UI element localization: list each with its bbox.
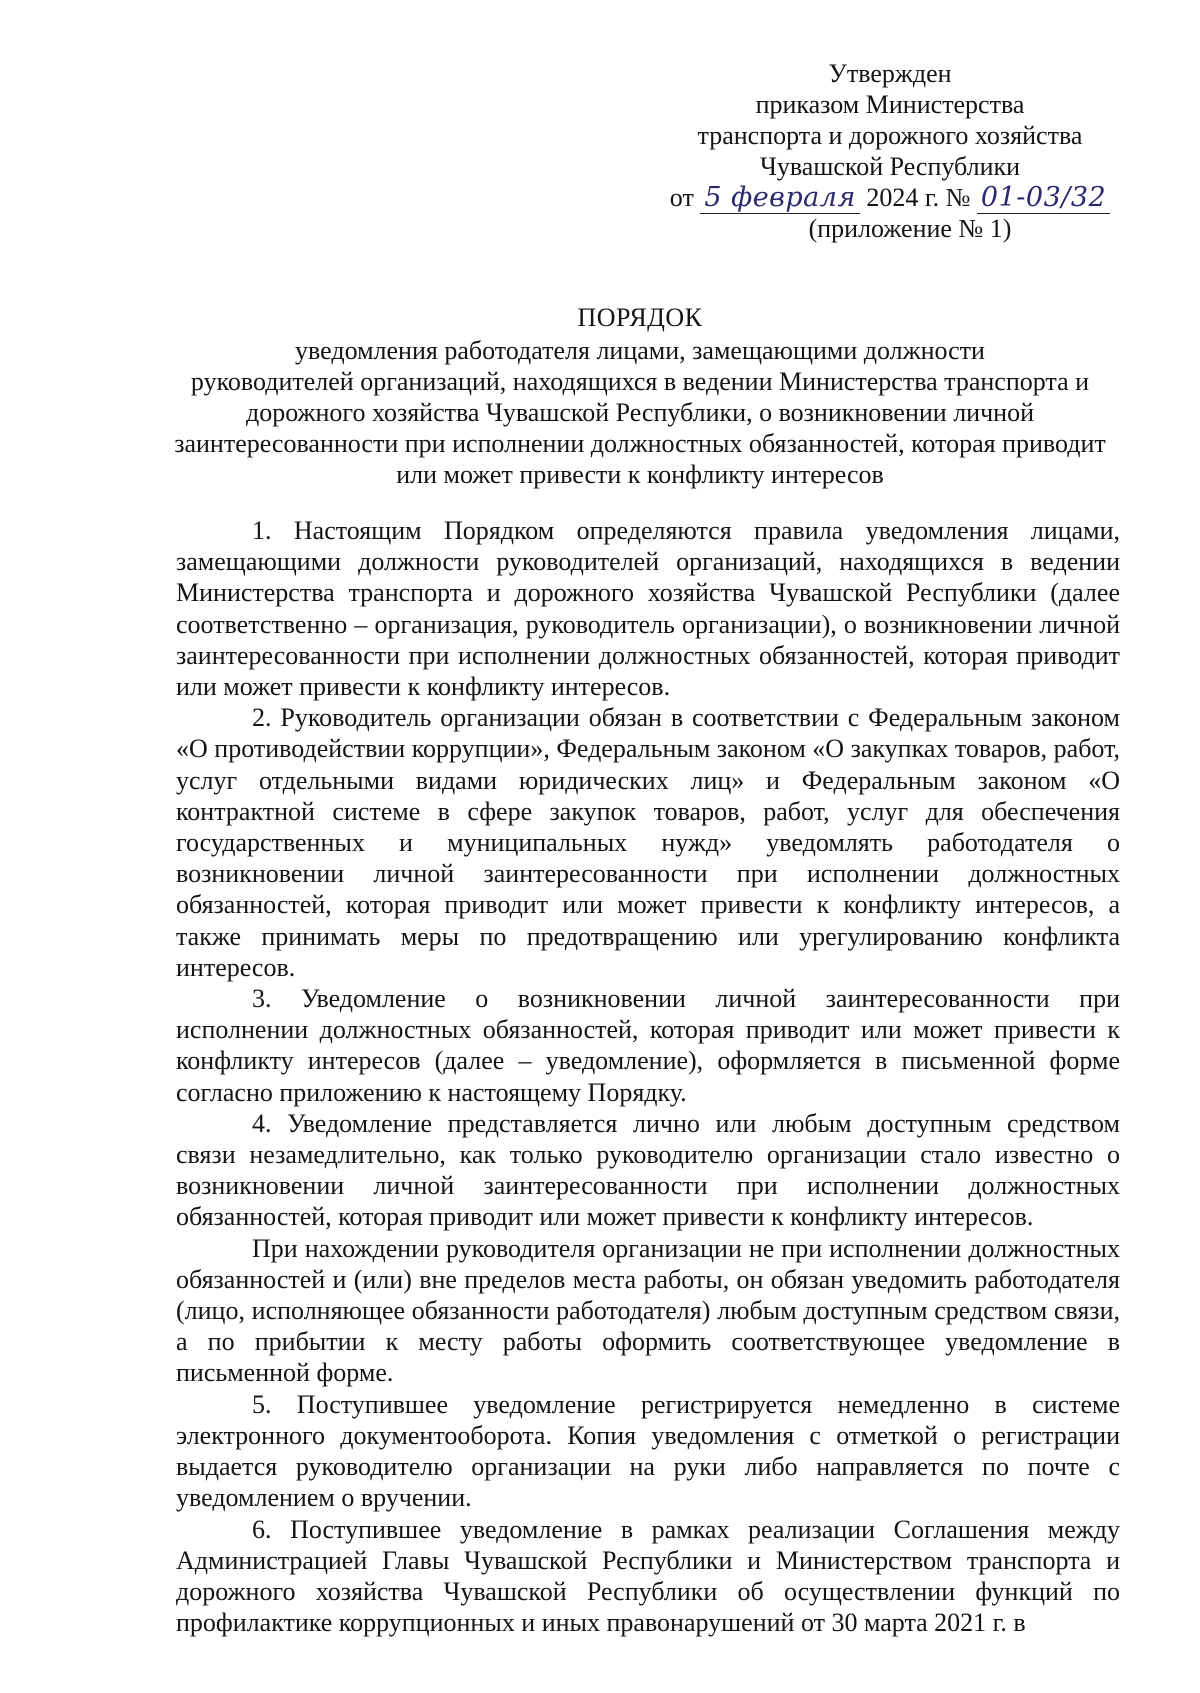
handwritten-date: 5 февраля xyxy=(700,182,860,214)
approval-line-1: Утвержден xyxy=(828,59,952,88)
title-heading: ПОРЯДОК xyxy=(577,303,703,332)
paragraph-5: 5. Поступившее уведомление регистрируется немедленно в системе электронного документооборота. Копия уведомления с отметкой о регистрации выдается руководителю организации на руки либо направляется по почте с уведомлением о вручении. xyxy=(176,1389,1120,1513)
title-subtitle-line: заинтересованности при исполнении должностных обязанностей, которая приводит xyxy=(174,429,1106,458)
approval-stamp xyxy=(640,58,1140,244)
approval-line-4: Чувашской Республики xyxy=(759,152,1021,181)
title-subtitle-line: уведомления работодателя лицами, замещающими должности xyxy=(295,336,985,365)
title-subtitle-line: руководителей организаций, находящихся в ведении Министерства транспорта и xyxy=(190,367,1090,396)
paragraph-6: 6. Поступившее уведомление в рамках реализации Соглашения между Администрацией Главы Чувашской Республики и Министерством транспорта и дорожного хозяйства Чувашской Республики об осуществлении функций по профилактике коррупционных и иных правонарушений от 30 марта 2021 г. в xyxy=(176,1514,1120,1638)
paragraph-4: 4. Уведомление представляется лично или любым доступным средством связи незамедлительно, как только руководителю организации стало известно о возникновении личной заинтересованности при исполнении должностных обязанностей, которая приводит или может привести к конфликту интересов. xyxy=(176,1108,1120,1232)
approval-line-2: приказом Министерства xyxy=(755,90,1025,119)
title-subtitle-line: или может привести к конфликту интересов xyxy=(396,460,884,489)
handwritten-order-number: 01-03/32 xyxy=(977,182,1110,214)
appendix-note: (приложение № 1) xyxy=(808,214,1012,243)
date-prefix: от xyxy=(669,183,694,212)
paragraph-3: 3. Уведомление о возникновении личной заинтересованности при исполнении должностных обязанностей, которая приводит или может привести к конфликту интересов (далее – уведомление), оформляется в письменной форме согласно приложению к настоящему Порядку. xyxy=(176,984,1120,1107)
title-subtitle-line: дорожного хозяйства Чувашской Республики, о возникновении личной xyxy=(245,398,1035,427)
paragraph-1: 1. Настоящим Порядком определяются правила уведомления лицами, замещающими должности руководителей организаций, находящихся в ведении Министерства транспорта и дорожного хозяйства Чувашской Республики (далее соответственно – организация, руководитель организации), о возникновении личной заинтересованности при исполнении должностных обязанностей, которая приводит или может привести к конфликту интересов. xyxy=(176,516,1120,702)
approval-date-line xyxy=(640,182,1140,213)
document-body xyxy=(176,515,1120,1638)
paragraph-4-continued: При нахождении руководителя организации не при исполнении должностных обязанностей и (или) вне пределов места работы, он обязан уведомить работодателя (лицо, исполняющее обязанности работодателя) любым доступным средством связи, а по прибытии к месту работы оформить соответствующее уведомление в письменной форме. xyxy=(176,1233,1120,1388)
year-text: 2024 г. № xyxy=(866,183,971,212)
document-title xyxy=(160,302,1120,490)
paragraph-2: 2. Руководитель организации обязан в соответствии с Федеральным законом «О противодействии коррупции», Федеральным законом «О закупках товаров, работ, услуг отдельными видами юридических лиц» и Федеральным законом «О контрактной системе в сфере закупок товаров, работ, услуг для обеспечения государственных и муниципальных нужд» уведомлять работодателя о возникновении личной заинтересованности при исполнении должностных обязанностей, которая приводит или может привести к конфликту интересов, а также принимать меры по предотвращению или урегулированию конфликта интересов. xyxy=(176,703,1120,982)
approval-line-3: транспорта и дорожного хозяйства xyxy=(697,121,1083,150)
